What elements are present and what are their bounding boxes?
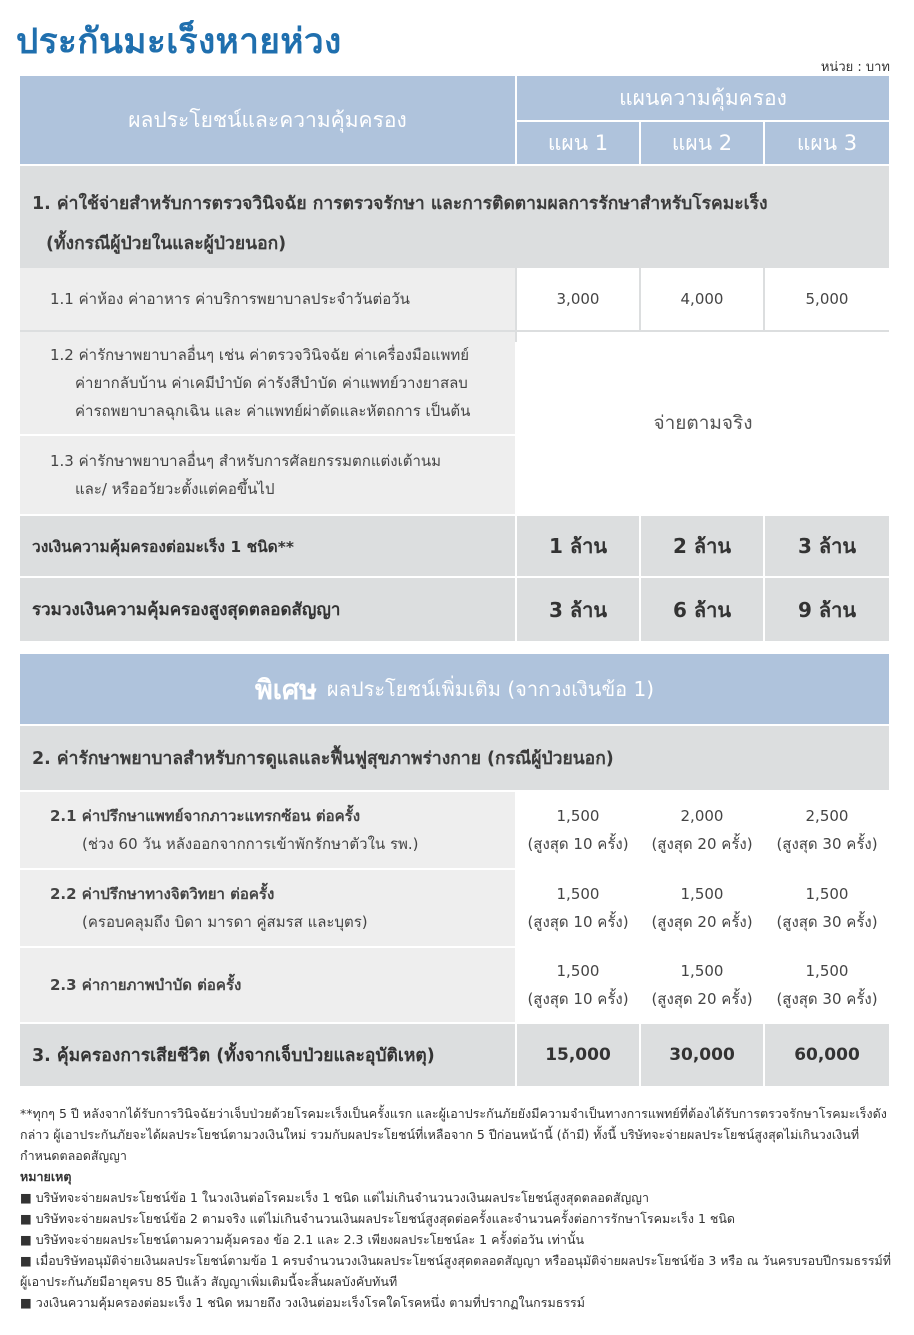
limit-plan-1: 1 ล้าน: [517, 516, 639, 576]
item-1-2-line-2: ค่ายากลับบ้าน ค่าเคมีบำบัด ค่ารังสีบำบัด ค่าแพทย์วางยาสลบ: [75, 374, 468, 392]
section-3-plan-2: 30,000: [641, 1024, 763, 1086]
item-1-2-label: [20, 332, 515, 434]
item-2-3-plan-1: [517, 948, 639, 1022]
notes-title: หมายเหตุ: [20, 1169, 72, 1184]
item-2-2-heading: 2.2 ค่าปรึกษาทางจิตวิทยา ต่อครั้ง: [50, 885, 275, 903]
item-2-2-plan-2-amount: 1,500: [680, 885, 724, 903]
total-label: รวมวงเงินความคุ้มครองสูงสุดตลอดสัญญา: [20, 578, 515, 641]
item-2-2-plan-3-amount: 1,500: [805, 885, 849, 903]
item-1-2-line-3: ค่ารถพยาบาลฉุกเฉิน และ ค่าแพทย์ผ่าตัดและหัตถการ เป็นต้น: [75, 402, 471, 420]
note-bullet-1: ■ บริษัทจะจ่ายผลประโยชน์ข้อ 1 ในวงเงินต่อโรคมะเร็ง 1 ชนิด แต่ไม่เกินจำนวนวงเงินผลประโยชน์สูงสุดตลอดสัญญา: [20, 1190, 649, 1205]
item-2-1-plan-2: [641, 792, 763, 868]
note-bullet-4: ■ เมื่อบริษัทอนุมัติจ่ายเงินผลประโยชน์ตามข้อ 1 ครบจำนวนวงเงินผลประโยชน์สูงสุดตลอดสัญญา หรืออนุมัติจ่ายผลประโยชน์ข้อ 3 หรือ ณ วันครบรอบปีกรมธรรม์ที่ผู้เอาประกันภัยมีอายุครบ 85 ปีแล้ว สัญญาเพิ่มเติมนี้จะสิ้นผลบังคับทันที: [20, 1253, 892, 1289]
item-1-3-line-1: 1.3 ค่ารักษาพยาบาลอื่นๆ สำหรับการศัลยกรรมตกแต่งเต้านม: [50, 452, 442, 470]
item-2-1-plan-3-max: (สูงสุด 30 ครั้ง): [776, 835, 878, 853]
note-bullet-3: ■ บริษัทจะจ่ายผลประโยชน์ตามความคุ้มครอง ข้อ 2.1 และ 2.3 เพียงผลประโยชน์ละ 1 ครั้งต่อวัน เท่านั้น: [20, 1232, 585, 1247]
section-3-plan-1: 15,000: [517, 1024, 639, 1086]
item-1-2-line-1: 1.2 ค่ารักษาพยาบาลอื่นๆ เช่น ค่าตรวจวินิจฉัย ค่าเครื่องมือแพทย์: [50, 346, 470, 364]
item-2-2-plan-2-max: (สูงสุด 20 ครั้ง): [651, 913, 753, 931]
item-1-1-label: 1.1 ค่าห้อง ค่าอาหาร ค่าบริการพยาบาลประจำวันต่อวัน: [20, 268, 515, 330]
item-2-2-label: [20, 870, 515, 946]
item-2-1-plan-2-max: (สูงสุด 20 ครั้ง): [651, 835, 753, 853]
item-2-1-plan-3-amount: 2,500: [805, 807, 849, 825]
item-2-3-plan-3: [765, 948, 889, 1022]
item-2-1-detail: (ช่วง 60 วัน หลังออกจากการเข้าพักรักษาตัวใน รพ.): [82, 835, 419, 853]
item-2-3-plan-1-amount: 1,500: [556, 962, 600, 980]
item-2-2-plan-3: [765, 870, 889, 946]
item-2-1-label: [20, 792, 515, 868]
pay-actual: จ่ายตามจริง: [517, 332, 889, 514]
item-2-1-plan-1: [517, 792, 639, 868]
total-plan-2: 6 ล้าน: [641, 578, 763, 641]
item-2-2-plan-1: [517, 870, 639, 946]
item-1-1-plan-2: 4,000: [641, 268, 763, 330]
item-1-1-plan-1: 3,000: [517, 268, 639, 330]
item-2-1-plan-1-amount: 1,500: [556, 807, 600, 825]
item-2-3-plan-2-amount: 1,500: [680, 962, 724, 980]
section-1-line-2: (ทั้งกรณีผู้ป่วยในและผู้ป่วยนอก): [46, 234, 287, 254]
special-benefits-table: [20, 654, 889, 1086]
total-plan-1: 3 ล้าน: [517, 578, 639, 641]
note-bullet-5: ■ วงเงินความคุ้มครองต่อมะเร็ง 1 ชนิด หมายถึง วงเงินต่อมะเร็งโรคใดโรคหนึ่ง ตามที่ปรากฏในกรมธรรม์: [20, 1295, 585, 1310]
header-plans: แผนความคุ้มครอง: [517, 76, 889, 120]
item-2-3-heading: 2.3 ค่ากายภาพบำบัด ต่อครั้ง: [50, 976, 242, 994]
item-1-3-label: [20, 436, 515, 514]
item-1-1-plan-3: 5,000: [765, 268, 889, 330]
section-2-heading: 2. ค่ารักษาพยาบาลสำหรับการดูแลและฟื้นฟูสุขภาพร่างกาย (กรณีผู้ป่วยนอก): [20, 726, 889, 790]
special-header: [20, 654, 889, 724]
item-2-3-plan-1-max: (สูงสุด 10 ครั้ง): [527, 990, 629, 1008]
header-plan-1: แผน 1: [517, 122, 639, 164]
coverage-table: [20, 76, 889, 641]
item-2-2-plan-1-amount: 1,500: [556, 885, 600, 903]
item-2-3-label: [20, 948, 515, 1022]
item-2-2-plan-2: [641, 870, 763, 946]
notes-section: [20, 1103, 892, 1313]
header-plan-3: แผน 3: [765, 122, 889, 164]
limit-label: วงเงินความคุ้มครองต่อมะเร็ง 1 ชนิด**: [20, 516, 515, 576]
item-1-3-line-2: และ/ หรืออวัยวะตั้งแต่คอขึ้นไป: [75, 480, 275, 498]
section-3-label: 3. คุ้มครองการเสียชีวิต (ทั้งจากเจ็บป่วยและอุบัติเหตุ): [20, 1024, 515, 1086]
item-2-2-plan-1-max: (สูงสุด 10 ครั้ง): [527, 913, 629, 931]
item-2-1-heading: 2.1 ค่าปรึกษาแพทย์จากภาวะแทรกซ้อน ต่อครั้ง: [50, 807, 361, 825]
item-2-1-plan-3: [765, 792, 889, 868]
item-2-3-plan-2-max: (สูงสุด 20 ครั้ง): [651, 990, 753, 1008]
special-text: ผลประโยชน์เพิ่มเติม (จากวงเงินข้อ 1): [326, 677, 655, 701]
section-1-line-1: 1. ค่าใช้จ่ายสำหรับการตรวจวินิจฉัย การตรวจรักษา และการติดตามผลการรักษาสำหรับโรคมะเร็ง: [32, 194, 768, 214]
note-bullet-2: ■ บริษัทจะจ่ายผลประโยชน์ข้อ 2 ตามจริง แต่ไม่เกินจำนวนเงินผลประโยชน์สูงสุดต่อครั้งและจำนวนครั้งต่อการรักษาโรคมะเร็ง 1 ชนิด: [20, 1211, 736, 1226]
item-2-3-plan-3-max: (สูงสุด 30 ครั้ง): [776, 990, 878, 1008]
section-3-plan-3: 60,000: [765, 1024, 889, 1086]
page-title: ประกันมะเร็งหายห่วง: [16, 22, 342, 62]
item-2-1-plan-1-max: (สูงสุด 10 ครั้ง): [527, 835, 629, 853]
limit-plan-3: 3 ล้าน: [765, 516, 889, 576]
item-2-3-plan-2: [641, 948, 763, 1022]
special-big-label: พิเศษ: [254, 674, 317, 706]
item-2-1-plan-2-amount: 2,000: [680, 807, 724, 825]
item-2-2-detail: (ครอบคลุมถึง บิดา มารดา คู่สมรส และบุตร): [82, 913, 368, 931]
limit-plan-2: 2 ล้าน: [641, 516, 763, 576]
unit-label: หน่วย : บาท: [820, 60, 890, 75]
footnote: **ทุกๆ 5 ปี หลังจากได้รับการวินิจฉัยว่าเจ็บป่วยด้วยโรคมะเร็งเป็นครั้งแรก และผู้เอาประกันภัยยังมีความจำเป็นทางการแพทย์ที่ต้องได้รับการตรวจรักษาโรคมะเร็งดังกล่าว ผู้เอาประกันภัยจะได้ผลประโยชน์ตามวงเงินใหม่ รวมกับผลประโยชน์ที่เหลือจาก 5 ปีก่อนหน้านี้ (ถ้ามี) ทั้งนี้ บริษัทจะจ่ายผลประโยชน์สูงสุดไม่เกินวงเงินที่กำหนดตลอดสัญญา: [20, 1106, 887, 1163]
total-plan-3: 9 ล้าน: [765, 578, 889, 641]
header-benefit: ผลประโยชน์และความคุ้มครอง: [20, 76, 515, 164]
item-2-3-plan-3-amount: 1,500: [805, 962, 849, 980]
header-plan-2: แผน 2: [641, 122, 763, 164]
item-2-2-plan-3-max: (สูงสุด 30 ครั้ง): [776, 913, 878, 931]
